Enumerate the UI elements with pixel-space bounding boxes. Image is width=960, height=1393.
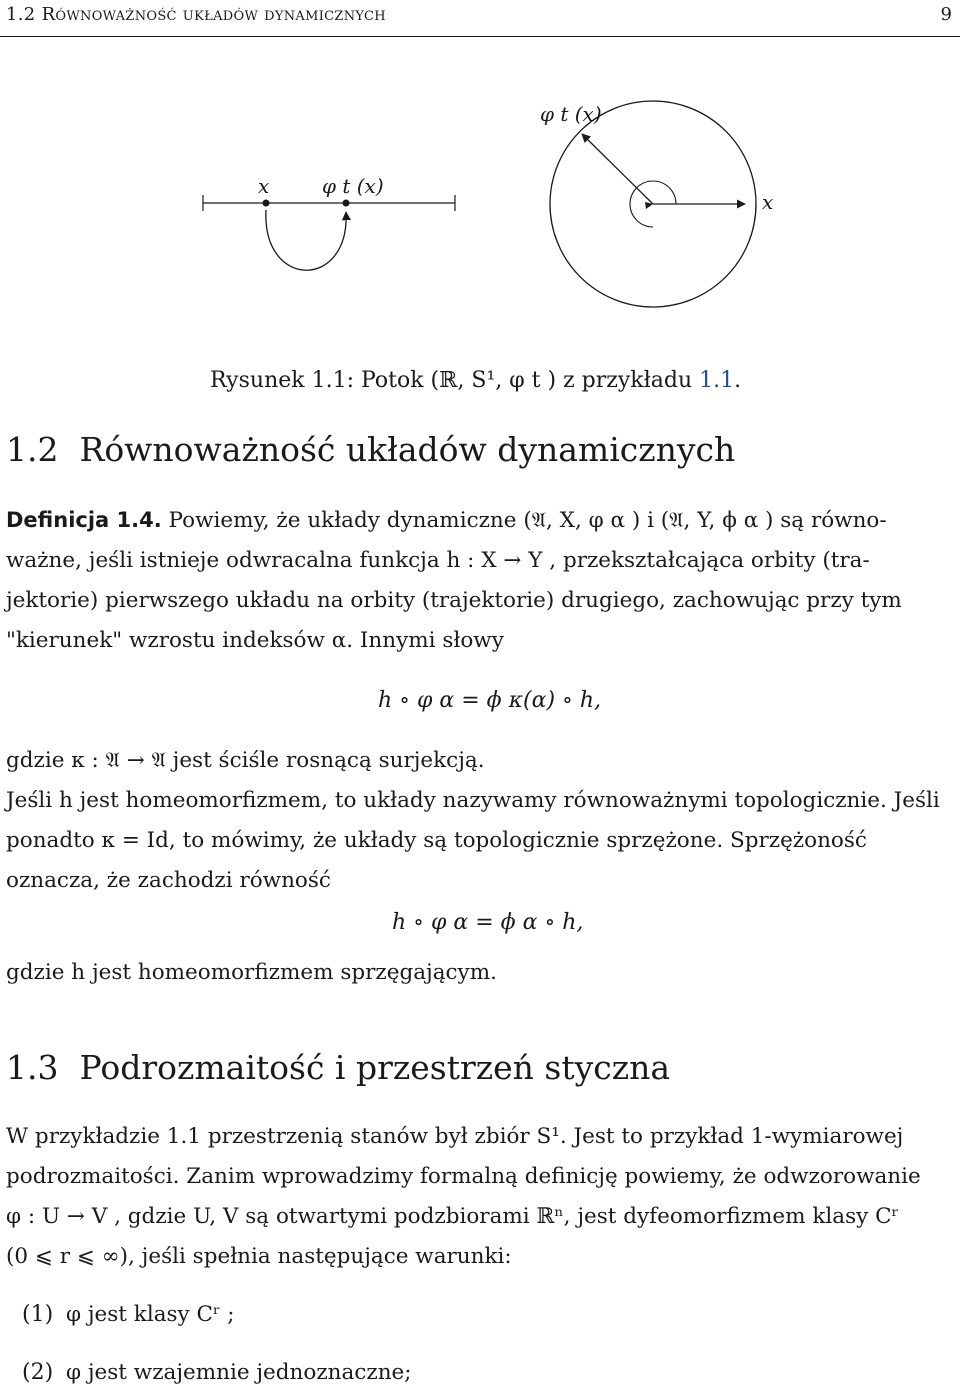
list-item-text-2: φ jest wzajemnie jednoznaczne; (66, 1360, 412, 1385)
header-rule (0, 36, 960, 37)
flow-figure (0, 40, 960, 360)
radius-arrow-phi (582, 134, 653, 204)
definition-line-1: Definicja 1.4. Powiemy, że układy dynamiczne (𝔄, X, φ α ) i (𝔄, Y, ϕ α ) są równo- (6, 508, 887, 533)
header-section-number: 1.2 (6, 4, 36, 25)
section13-line-3: φ : U → V , gdzie U, V są otwartymi podzbiorami ℝⁿ, jest dyfeomorfizmem klasy Cʳ (6, 1204, 900, 1229)
caption-example-link[interactable]: 1.1 (699, 368, 735, 393)
paragraph2-line-2: ponadto κ = Id, to mówimy, że układy są topologicznie sprzężone. Sprzężoność (6, 828, 867, 853)
point-phi-x (343, 200, 350, 207)
list-item-number-1: (1) (22, 1302, 54, 1327)
circle-diagram (550, 101, 756, 307)
line-label-phi: φ t (x) (322, 174, 384, 198)
flow-arc-arrow (266, 210, 346, 270)
paragraph2-line-1: Jeśli h jest homeomorfizmem, to układy nazywamy równoważnymi topologicznie. Jeśli (6, 788, 940, 813)
equation-1: h ∘ φ α = ϕ κ(α) ∘ h, (378, 688, 601, 713)
page-number: 9 (940, 4, 952, 25)
real-line-diagram (203, 195, 455, 270)
header-section-title: Równoważność układów dynamicznych (41, 4, 386, 25)
definition-label: Definicja 1.4. (6, 508, 162, 532)
circle-label-x: x (762, 190, 774, 214)
point-x (263, 200, 270, 207)
list-item-text-1: φ jest klasy Cʳ ; (66, 1302, 235, 1327)
section-heading-1-2: 1.2 Równoważność układów dynamicznych (6, 430, 736, 469)
section-heading-1-3: 1.3 Podrozmaitość i przestrzeń styczna (6, 1048, 671, 1087)
definition-line-3: jektorie) pierwszego układu na orbity (trajektorie) drugiego, zachowując przy tym (6, 588, 902, 613)
definition-line-4: "kierunek" wzrostu indeksów α. Innymi słowy (6, 628, 504, 653)
figure-caption: Rysunek 1.1: Potok (ℝ, S¹, φ t ) z przykładu 1.1. (210, 368, 742, 393)
list-item-number-2: (2) (22, 1360, 54, 1385)
section13-line-1: W przykładzie 1.1 przestrzenią stanów był zbiór S¹. Jest to przykład 1-wymiarowej (6, 1124, 904, 1149)
section13-line-4: (0 ⩽ r ⩽ ∞), jeśli spełnia następujące warunki: (6, 1244, 512, 1269)
circle-label-phi: φ t (x) (540, 102, 602, 126)
running-header-title (6, 4, 386, 25)
definition-line-2: ważne, jeśli istnieje odwracalna funkcja h : X → Y , przekształcająca orbity (tra- (6, 548, 870, 573)
paragraph2-line-3: oznacza, że zachodzi równość (6, 868, 331, 893)
after-equation-1: gdzie κ : 𝔄 → 𝔄 jest ściśle rosnącą surjekcją. (6, 748, 485, 773)
line-label-x: x (258, 174, 270, 198)
after-equation-2: gdzie h jest homeomorfizmem sprzęgającym. (6, 960, 497, 985)
equation-2: h ∘ φ α = ϕ α ∘ h, (392, 910, 584, 935)
section13-line-2: podrozmaitości. Zanim wprowadzimy formalną definicję powiemy, że odwzorowanie (6, 1164, 921, 1189)
